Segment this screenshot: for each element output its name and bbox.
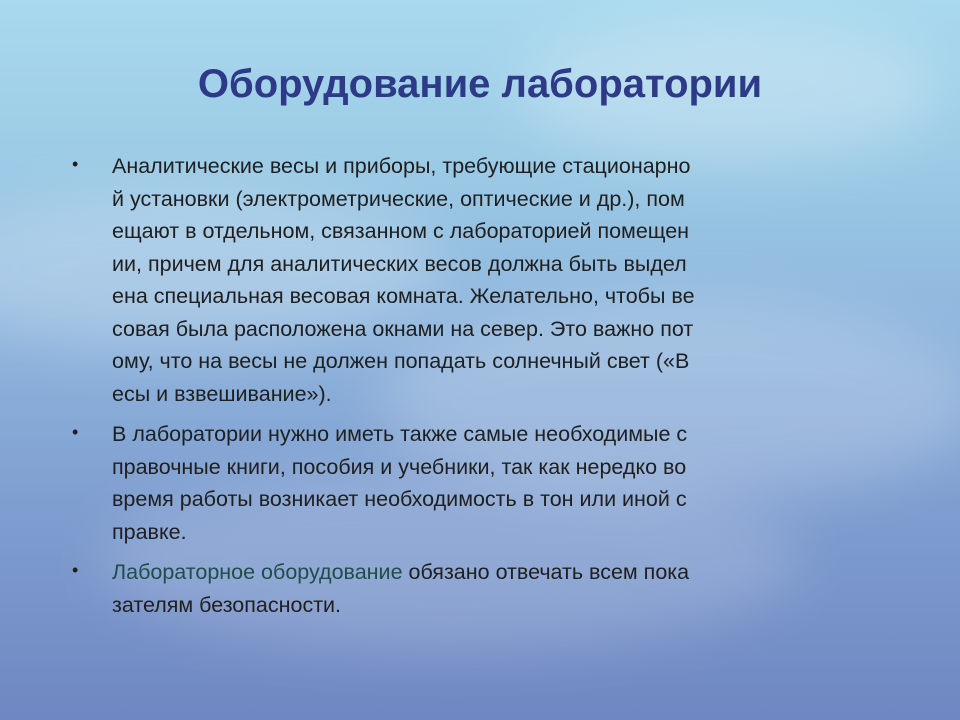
equipment-link[interactable]: Лабораторное оборудование — [112, 560, 403, 584]
bullet-line: зателям безопасности. — [112, 592, 342, 617]
bullet-line: есы и взвешивание»). — [112, 381, 332, 406]
bullet-line: правке. — [112, 519, 187, 544]
bullet-line: В лаборатории нужно иметь также самые необходимые с — [112, 422, 688, 446]
slide-title: Оборудование лаборатории — [197, 62, 763, 106]
bullet-item-1 — [70, 150, 830, 410]
bullet-item-2 — [70, 418, 830, 548]
bullet-line: ии, причем для аналитических весов должна быть выдел — [112, 251, 687, 276]
bullet-dot-icon: • — [72, 560, 79, 580]
bullet-line: ому, что на весы не должен попадать солнечный свет («В — [112, 349, 690, 373]
bullet-dot-icon: • — [72, 422, 79, 442]
bullet-line: обязано отвечать всем пока — [402, 560, 690, 584]
bullet-line: время работы возникает необходимость в тон или иной с — [112, 487, 687, 511]
bullet-line: правочные книги, пособия и учебники, так как нередко во — [112, 454, 687, 479]
bullet-item-3 — [70, 556, 830, 621]
bullet-line: ена специальная весовая комната. Желательно, чтобы ве — [112, 284, 695, 308]
bullet-line: ещают в отдельном, связанном с лабораторией помещен — [112, 219, 690, 243]
bullet-line: Аналитические весы и приборы, требующие стационарно — [112, 154, 691, 178]
bullet-line: совая была расположена окнами на север. Это важно пот — [112, 316, 694, 341]
bullet-list — [70, 150, 830, 629]
bullet-dot-icon: • — [72, 154, 79, 174]
bullet-line: й установки (электрометрические, оптические и др.), пом — [112, 186, 685, 211]
